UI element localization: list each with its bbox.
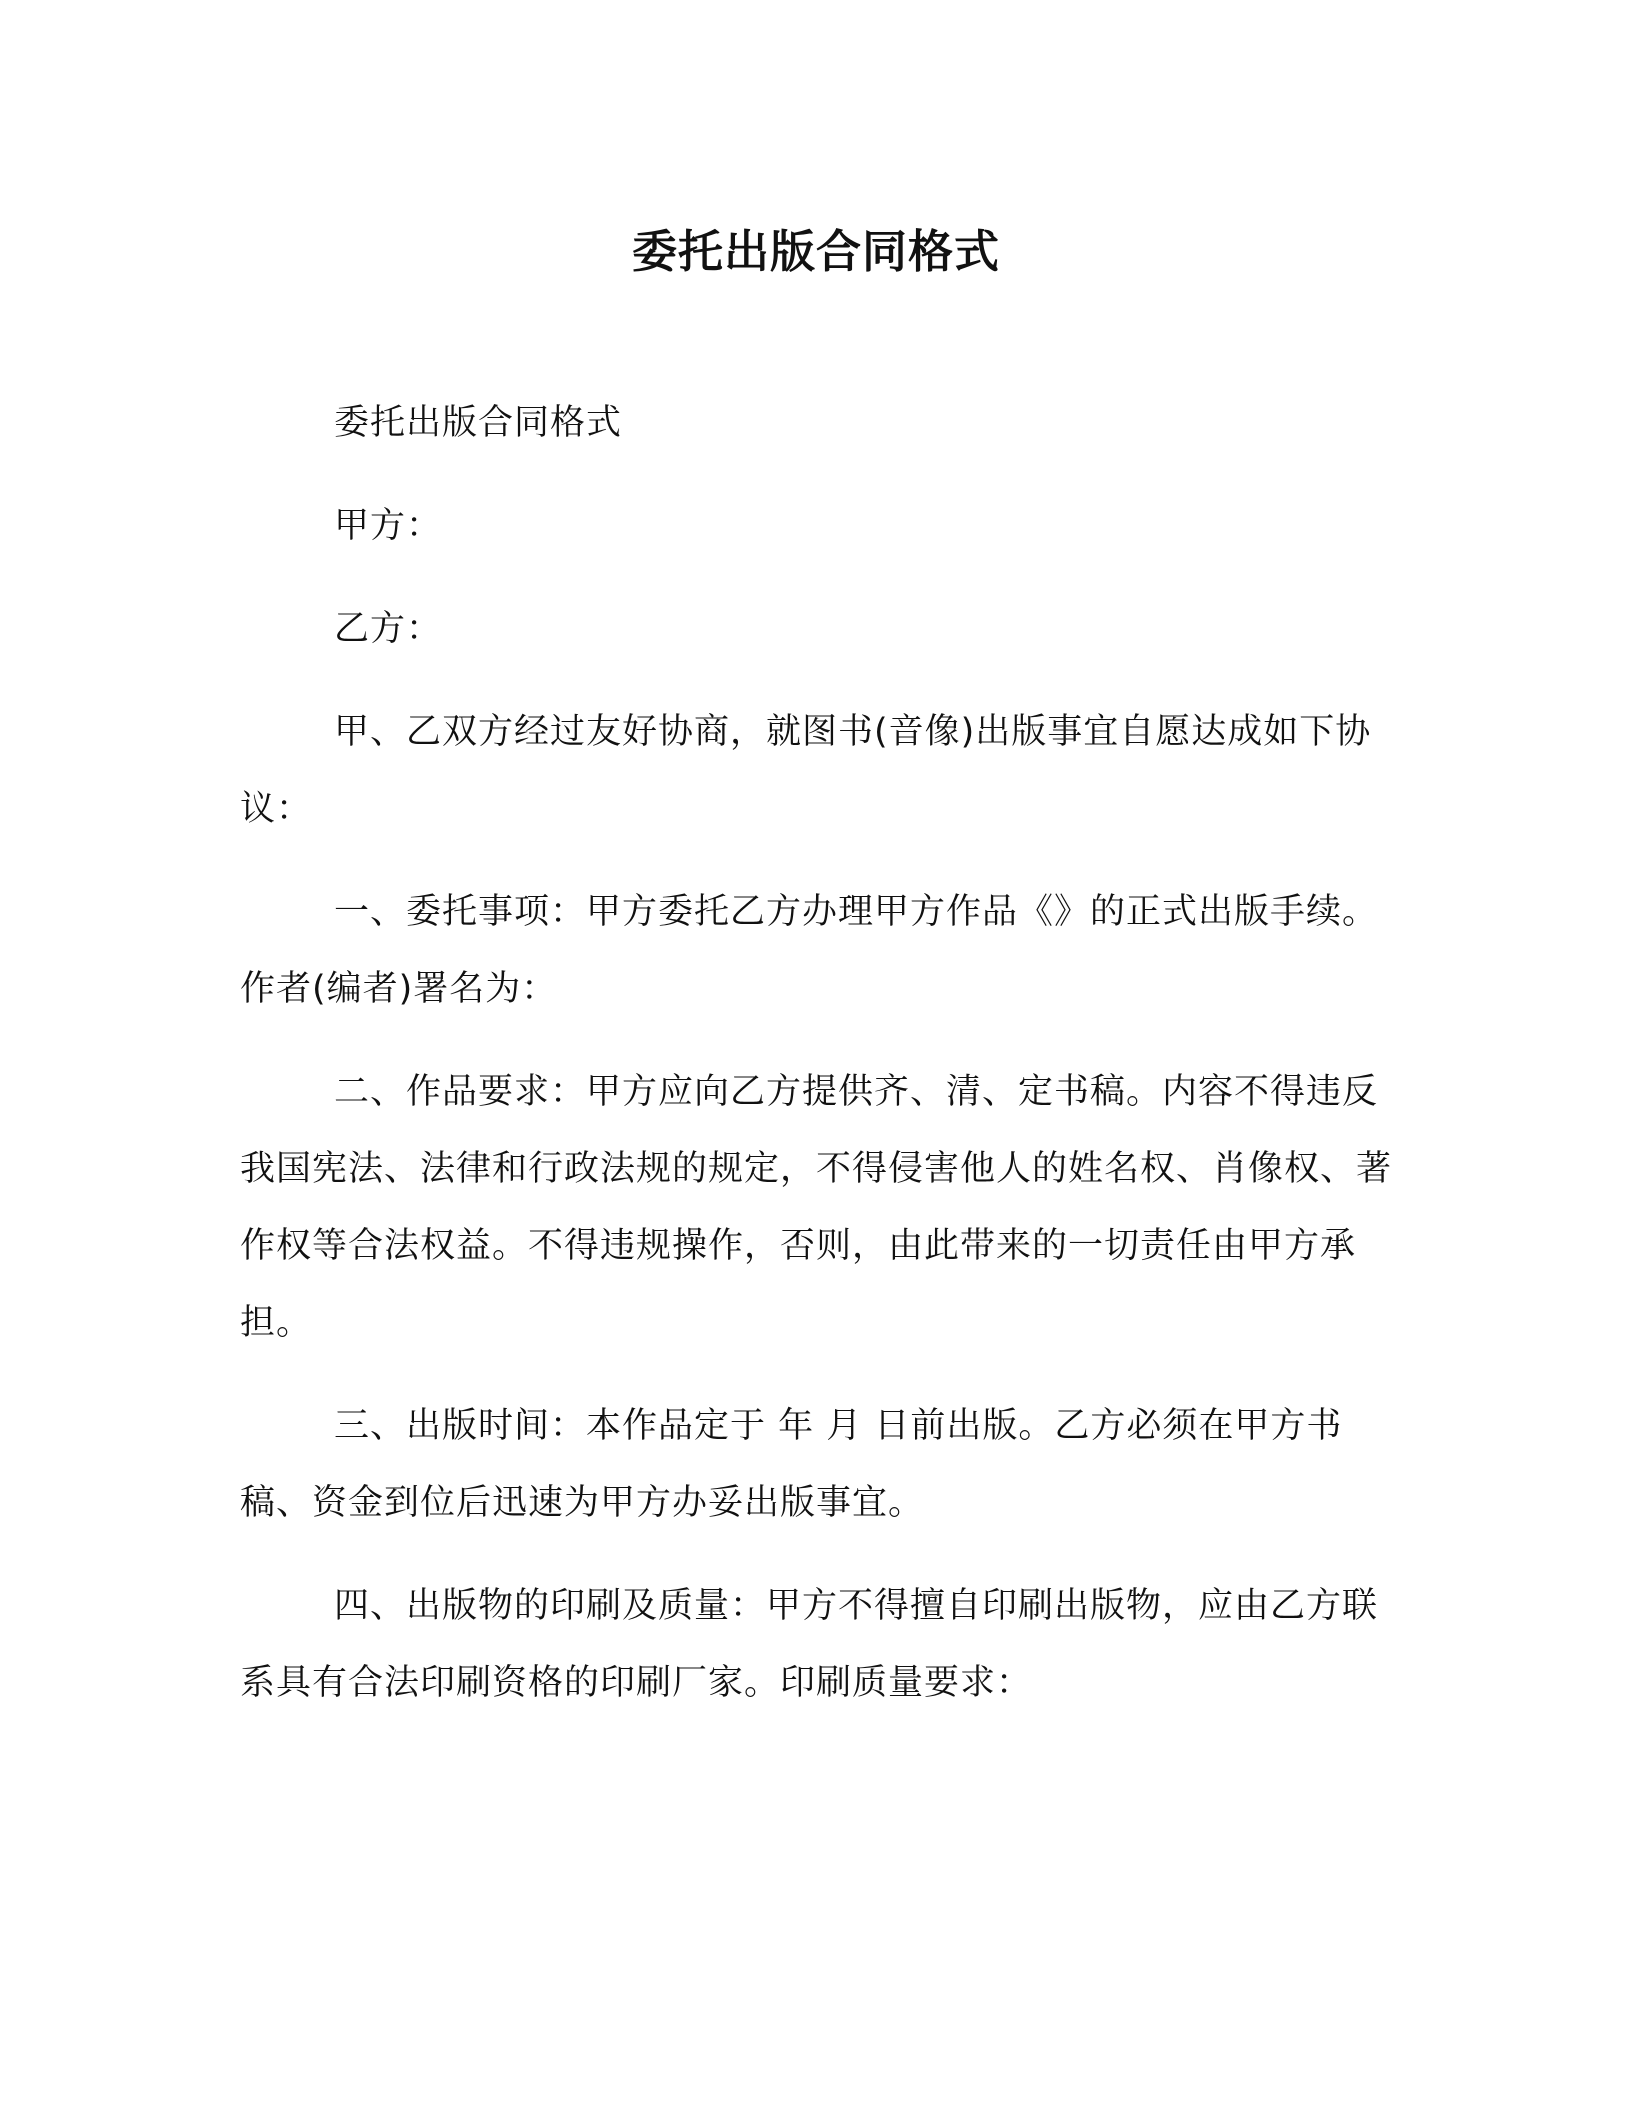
clause-1: 一、委托事项：甲方委托乙方办理甲方作品《》的正式出版手续。作者(编者)署名为： [240,892,1379,1009]
document-subtitle: 委托出版合同格式 [334,403,623,443]
preamble-paragraph: 甲、乙双方经过友好协商，就图书(音像)出版事宜自愿达成如下协议： [240,712,1372,829]
party-a-line: 甲方： [334,506,443,546]
clause-4: 四、出版物的印刷及质量：甲方不得擅自印刷出版物，应由乙方联系具有合法印刷资格的印刷厂家。印刷质量要求： [240,1586,1379,1703]
document-title: 委托出版合同格式 [631,225,1000,278]
party-b-line: 乙方： [334,609,443,649]
document-body [240,385,1412,1722]
clause-2: 二、作品要求：甲方应向乙方提供齐、清、定书稿。内容不得违反我国宪法、法律和行政法规的规定，不得侵害他人的姓名权、肖像权、著作权等合法权益。不得违规操作，否则，由此带来的一切责任由甲方承担。 [240,1072,1393,1343]
clause-3: 三、出版时间：本作品定于 年 月 日前出版。乙方必须在甲方书稿、资金到位后迅速为甲方办妥出版事宜。 [240,1406,1343,1523]
